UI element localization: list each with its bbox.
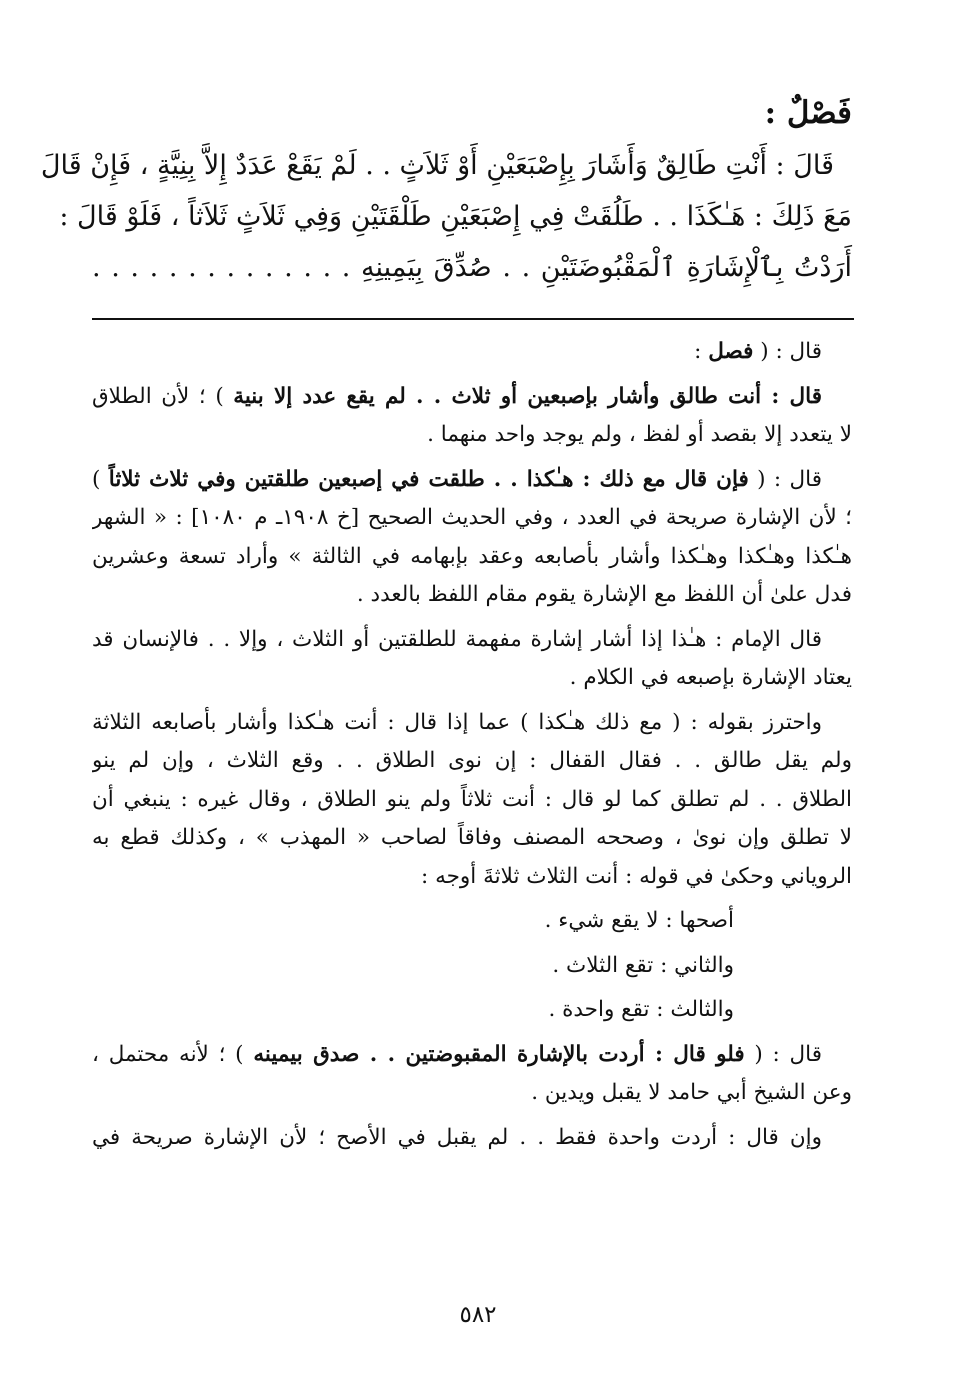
commentary-line: هـٰكذا وهـٰكذا وهـٰكذا وأشار بأصابعه وعقد بإبهامه في الثالثة » وأراد تسعة وعشرين	[92, 543, 852, 569]
horizontal-divider	[92, 318, 854, 320]
commentary-line: الطلاق . . لم تطلق كما لو قال : أنت ثلاثاً ولم ينو الطلاق ، وقال غيره : ينبغي أن	[92, 786, 852, 812]
matn-text	[40, 140, 852, 293]
matn-line: أَرَدْتُ بِٱلْإِشَارَةِ ٱلْمَقْبُوضَتَيْنِ . . صُدِّقَ بِيَمِينِهِ . . . . . . . . . . . . . .	[92, 252, 852, 283]
matn-line: مَعَ ذَلِكَ : هَـٰكَذَا . . طَلُقَتْ فِي إِصْبَعَيْنِ طَلْقَتَيْنِ وَفِي ثَلاَثٍ ثَلاَثاً ، فَلَوْ قَالَ :	[59, 201, 852, 232]
commentary-line: لا يتعدد إلا بقصد أو لفظ ، ولم يوجد واحد منهما .	[427, 422, 852, 447]
commentary-line: قال الإمام : هـٰذا إذا أشار إشارة مفهمة للطلقتين أو الثلاث ، وإلا . . فالإنسان قد	[92, 626, 822, 652]
commentary-line: وإن قال : أردت واحدة فقط . . لم يقبل في الأصح ؛ لأن الإشارة صريحة في	[92, 1124, 822, 1150]
list-item: والثالث : تقع واحدة .	[548, 997, 734, 1022]
commentary-line: ولم يقل طالق . . فقال القفال : إن نوى الطلاق . . وقع الثلاث ، وإن لم ينو	[92, 748, 852, 773]
commentary-line: يعتاد الإشارة بإصبعه في الكلام .	[569, 665, 852, 690]
commentary-line: وعن الشيخ أبي حامد لا يقبل ويدين .	[531, 1080, 852, 1105]
commentary-line: الروياني وحكىٰ في قوله : أنت الثلاث ثلاثةَ أوجه :	[421, 863, 852, 889]
list-item: أصحها : لا يقع شيء .	[544, 908, 734, 933]
commentary-line: واحترز بقوله : ( مع ذلك هـٰكذا ) عما إذا قال : أنت هـٰكذا وأشار بأصابعه الثلاثة	[92, 709, 822, 735]
matn-section	[40, 88, 852, 293]
commentary-line: لا تطلق وإن نوىٰ ، وصححه المصنف وفاقاً لصاحب « المهذب » ، وكذلك قطع به	[92, 825, 852, 850]
commentary-line: قال : ( فإن قال مع ذلك : هـٰكذا . . طلقت في إصبعين طلقتين وفي ثلاث ثلاثاً )	[92, 466, 822, 492]
page-number: ٥٨٢	[459, 1302, 497, 1328]
list-item: والثاني : تقع الثلاث .	[552, 952, 734, 978]
section-heading: فَصْلٌ :	[764, 95, 852, 131]
commentary-line: قال : ( فلو قال : أردت بالإشارة المقبوضتين . . صدق بيمينه ) ؛ لأنه محتمل ،	[92, 1041, 823, 1067]
commentary-section	[92, 333, 852, 1157]
commentary-line: قال : ( فصل :	[694, 339, 822, 364]
matn-line: قَالَ : أَنْتِ طَالِقٌ وَأَشَارَ بِإِصْبَعَيْنِ أَوْ ثَلاَثٍ . . لَمْ يَقَعْ عَدَدٌ إِلاَّ بِنِيَّةٍ ، فَإِنْ قَالَ	[40, 150, 834, 181]
commentary-line: ؛ لأن الإشارة صريحة في العدد ، وفي الحديث الصحيح [خ ١٩٠٨ـ م ١٠٨٠] : « الشهر	[92, 505, 852, 530]
commentary-line: قال : أنت طالق وأشار بإصبعين أو ثلاث . . لم يقع عدد إلا بنية ) ؛ لأن الطلاق	[92, 383, 823, 409]
commentary-line: فدل علىٰ أن اللفظ مع الإشارة يقوم مقام اللفظ بالعدد .	[356, 582, 852, 607]
